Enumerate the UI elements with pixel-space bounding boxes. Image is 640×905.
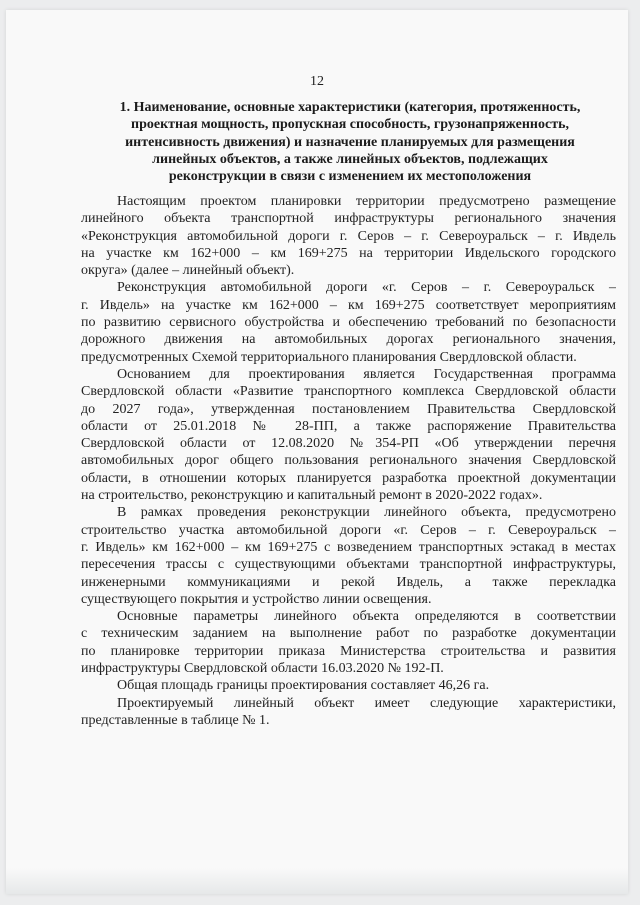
text-line: Основные параметры линейного объекта определяются в соответствии bbox=[117, 609, 616, 625]
text-line: области от 25.01.2018 № 28-ПП, а также распоряжение Правительства bbox=[81, 418, 616, 434]
paragraph-placement bbox=[81, 193, 616, 279]
heading-line: реконструкции в связи с изменением их местоположения bbox=[168, 169, 532, 185]
text-line: г. Ивдель» на участке км 162+000 – км 169+275 соответствует мероприятиям bbox=[81, 297, 616, 313]
text-line: на строительство, реконструкцию и капитальный ремонт в 2020-2022 годах». bbox=[81, 488, 543, 504]
paragraph-basis bbox=[81, 366, 616, 504]
text-line: г. Ивдель» км 162+000 – км 169+275 с возведением транспортных эстакад в местах bbox=[81, 539, 616, 555]
text-line: Основанием для проектирования является Государственная программа bbox=[117, 366, 616, 382]
text-line: Проектируемый линейный объект имеет следующие характеристики, bbox=[117, 695, 616, 711]
text-line: предусмотренных Схемой территориального планирования Свердловской области. bbox=[81, 349, 577, 365]
text-line: Настоящим проектом планировки территории предусмотрено размещение bbox=[117, 194, 616, 209]
text-line: В рамках проведения реконструкции линейного объекта, предусмотрено bbox=[117, 505, 616, 521]
text-line: области, в отношении которых планируется разработка проектной документации bbox=[81, 470, 616, 486]
text-line: с техническим заданием на выполнение работ по разработке документации bbox=[81, 626, 616, 642]
text-line: на участке км 162+000 – км 169+275 на территории Ивдельского городского bbox=[81, 245, 616, 261]
text-line: автомобильных дорог общего пользования регионального значения Свердловской bbox=[81, 453, 616, 469]
text-line: до 2027 года», утвержденная постановлением Правительства Свердловской bbox=[81, 401, 616, 417]
heading-line: линейных объектов, а также линейных объектов, подлежащих bbox=[152, 151, 548, 167]
text-line: Реконструкция автомобильной дороги «г. Серов – г. Североуральск – bbox=[117, 280, 616, 296]
paragraph-construction-scope bbox=[81, 504, 616, 608]
section-heading bbox=[80, 99, 620, 185]
text-line: по планировке территории приказа Министерства строительства и развития bbox=[81, 643, 616, 659]
text-line: представленные в таблице № 1. bbox=[81, 712, 270, 728]
heading-line: проектная мощность, пропускная способность, грузонапряженность, bbox=[131, 117, 569, 133]
text-line: дорожного движения на автомобильных дорогах регионального значения, bbox=[81, 332, 616, 348]
body-text bbox=[81, 193, 616, 729]
document-page bbox=[6, 10, 628, 894]
text-line: по развитию сервисного обустройства и обеспечению требований по безопасности bbox=[81, 315, 616, 331]
text-line: инфраструктуры Свердловской области 16.03.2020 № 192-П. bbox=[81, 661, 444, 677]
text-line: инженерными коммуникациями и рекой Ивдель, а также перекладка bbox=[81, 574, 616, 590]
paragraph-characteristics bbox=[81, 695, 616, 730]
paragraph-reconstruction bbox=[81, 279, 616, 365]
text-line: существующего покрытия и устройство линии освещения. bbox=[81, 591, 432, 607]
text-line: строительство участка автомобильной дороги «г. Серов – г. Североуральск – bbox=[81, 522, 616, 538]
paragraph-area bbox=[81, 677, 616, 694]
text-line: Свердловской области «Развитие транспортного комплекса Свердловской области bbox=[81, 384, 616, 400]
heading-line: интенсивность движения) и назначение планируемых для размещения bbox=[125, 134, 575, 150]
text-line: Свердловской области от 12.08.2020 №354-РП «Об утверждении перечня bbox=[81, 436, 616, 452]
text-line: «Реконструкция автомобильной дороги г. Серов – г. Североуральск – г. Ивдель bbox=[81, 228, 616, 244]
heading-line: 1. Наименование, основные характеристики (категория, протяженность, bbox=[119, 100, 581, 115]
text-line: пересечения трассы с существующими объектами транспортной инфраструктуры, bbox=[81, 557, 616, 573]
text-line: округа» (далее – линейный объект). bbox=[81, 263, 295, 279]
text-line: Общая площадь границы проектирования составляет 46,26 га. bbox=[117, 678, 490, 694]
paragraph-parameters bbox=[81, 608, 616, 677]
text-line: линейного объекта транспортной инфраструктуры регионального значения bbox=[81, 211, 616, 227]
page-number: 12 bbox=[310, 74, 324, 89]
